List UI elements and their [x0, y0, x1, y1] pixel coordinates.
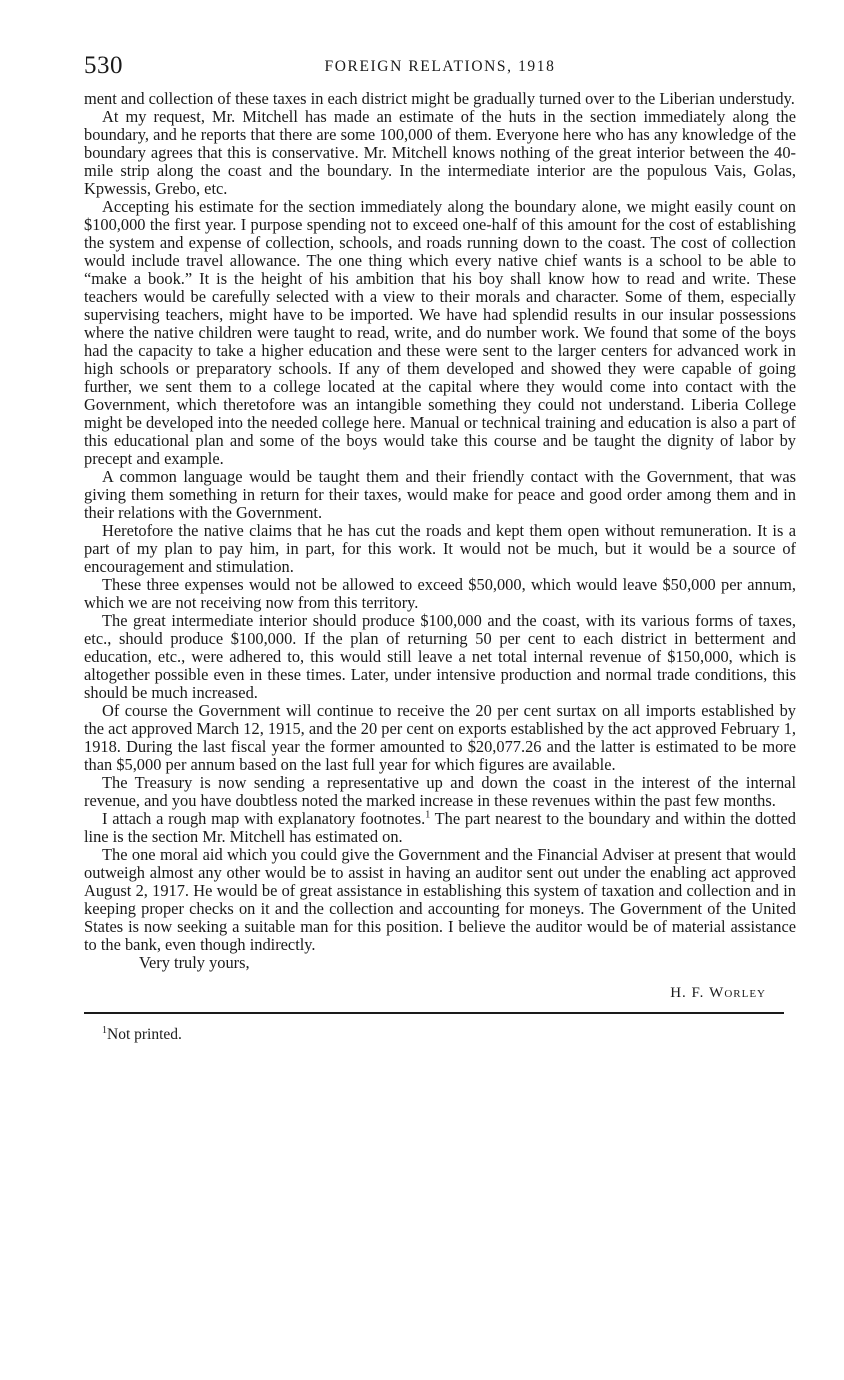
paragraph-expenses: These three expenses would not be allowed to exceed $50,000, which would leave $50,000 per annum, which we are not receiving now from this territory.	[84, 575, 796, 612]
paragraph-hut-estimate: At my request, Mr. Mitchell has made an estimate of the huts in the section immediately along the boundary, and he reports that there are some 100,000 of them. Everyone here who has any knowledge of the boundary agrees that this is conservative. Mr. Mitchell knows nothing of the great interior between the 40-mile strip along the coast and the boundary. In the intermediate interior are the populous Vais, Golas, Kpwessis, Grebo, etc.	[84, 107, 796, 198]
footnote-text: Not printed.	[107, 1026, 182, 1043]
paragraph-surtax: Of course the Government will continue to receive the 20 per cent surtax on all imports established by the act approved March 12, 1915, and the 20 per cent on exports established by the act approved February 1, 1918. During the last fiscal year the former amounted to $20,077.26 and the latter is estimated to be more than $5,000 per annum based on the last full year for which figures are available.	[84, 701, 796, 774]
page-header	[84, 50, 796, 90]
paragraph-continued: ment and collection of these taxes in each district might be gradually turned over to the Liberian understudy.	[84, 89, 795, 108]
running-head: FOREIGN RELATIONS, 1918	[324, 58, 556, 75]
footnote-reference: 1	[425, 809, 431, 821]
signature-surname: Worley	[709, 985, 766, 1001]
paragraph-map	[84, 810, 796, 846]
signature	[84, 984, 796, 1002]
paragraph-common-language: A common language would be taught them and their friendly contact with the Government, that was giving them something in return for their taxes, would make for peace and good order among them and in their relations with the Government.	[84, 467, 796, 522]
page-number: 530	[84, 52, 123, 79]
letter-body	[84, 90, 796, 954]
map-text-after: The part nearest to the boundary and within the dotted line is the section Mr. Mitchell has estimated on.	[84, 809, 797, 846]
paragraph-roads: Heretofore the native claims that he has cut the roads and kept them open without remuneration. It is a part of my plan to pay him, in part, for this work. It would not be much, but it would be a source of encouragement and stimulation.	[84, 521, 796, 576]
paragraph-auditor: The one moral aid which you could give the Government and the Financial Adviser at present that would outweigh almost any other would be to assist in having an auditor sent out under the enabling act approved August 2, 1917. He would be of great assistance in establishing this system of taxation and collection and in keeping proper checks on it and the collection and accounting for moneys. The Government of the United States is now seeking a suitable man for this position. I believe the auditor would be of material assistance to the bank, even though indirectly.	[84, 845, 796, 954]
paragraph-treasury: The Treasury is now sending a representative up and down the coast in the interest of the internal revenue, and you have doubtless noted the marked increase in these revenues within the past few months.	[84, 773, 796, 810]
document-page	[84, 50, 796, 1044]
closing-salutation: Very truly yours,	[139, 953, 250, 972]
footnote	[84, 1026, 796, 1044]
footnote-divider	[84, 1012, 784, 1014]
paragraph-school-plan: Accepting his estimate for the section immediately along the boundary alone, we might easily count on $100,000 the first year. I purpose spending not to exceed one-half of this amount for the cost of establishing the system and expense of collection, schools, and roads running down to the coast. The cost of collection would include travel allowance. The one thing which every native chief wants is a school to be able to “make a book.” It is the height of his ambition that his boy shall know how to read and write. These teachers would be carefully selected with a view to their morals and character. Some of them, especially supervising teachers, might have to be imported. We have had splendid results in our insular possessions where the native children were taught to read, write, and do number work. We found that some of the boys had the capacity to take a higher education and these were sent to the larger centers for advanced work in high schools or preparatory schools. If any of them developed and showed they were capable of going further, we sent them to a college located at the capital where they would come into contact with the Government, which theretofore was an intangible something they could not understand. Liberia College might be developed into the needed college here. Manual or technical training and education is also a part of this educational plan and some of the boys would take this course and be taught the dignity of labor by precept and example.	[84, 197, 796, 468]
signature-initials: H. F.	[670, 985, 705, 1001]
map-text-before: I attach a rough map with explanatory footnotes.	[102, 809, 426, 828]
footnote-marker: 1	[102, 1024, 107, 1036]
paragraph-intermediate-interior: The great intermediate interior should produce $100,000 and the coast, with its various forms of taxes, etc., should produce $100,000. If the plan of returning 50 per cent to each district in betterment and education, etc., were adhered to, this would still leave a net total internal revenue of $150,000, which is altogether possible even in these times. Later, under intensive production and normal trade conditions, this should be much increased.	[84, 611, 796, 702]
